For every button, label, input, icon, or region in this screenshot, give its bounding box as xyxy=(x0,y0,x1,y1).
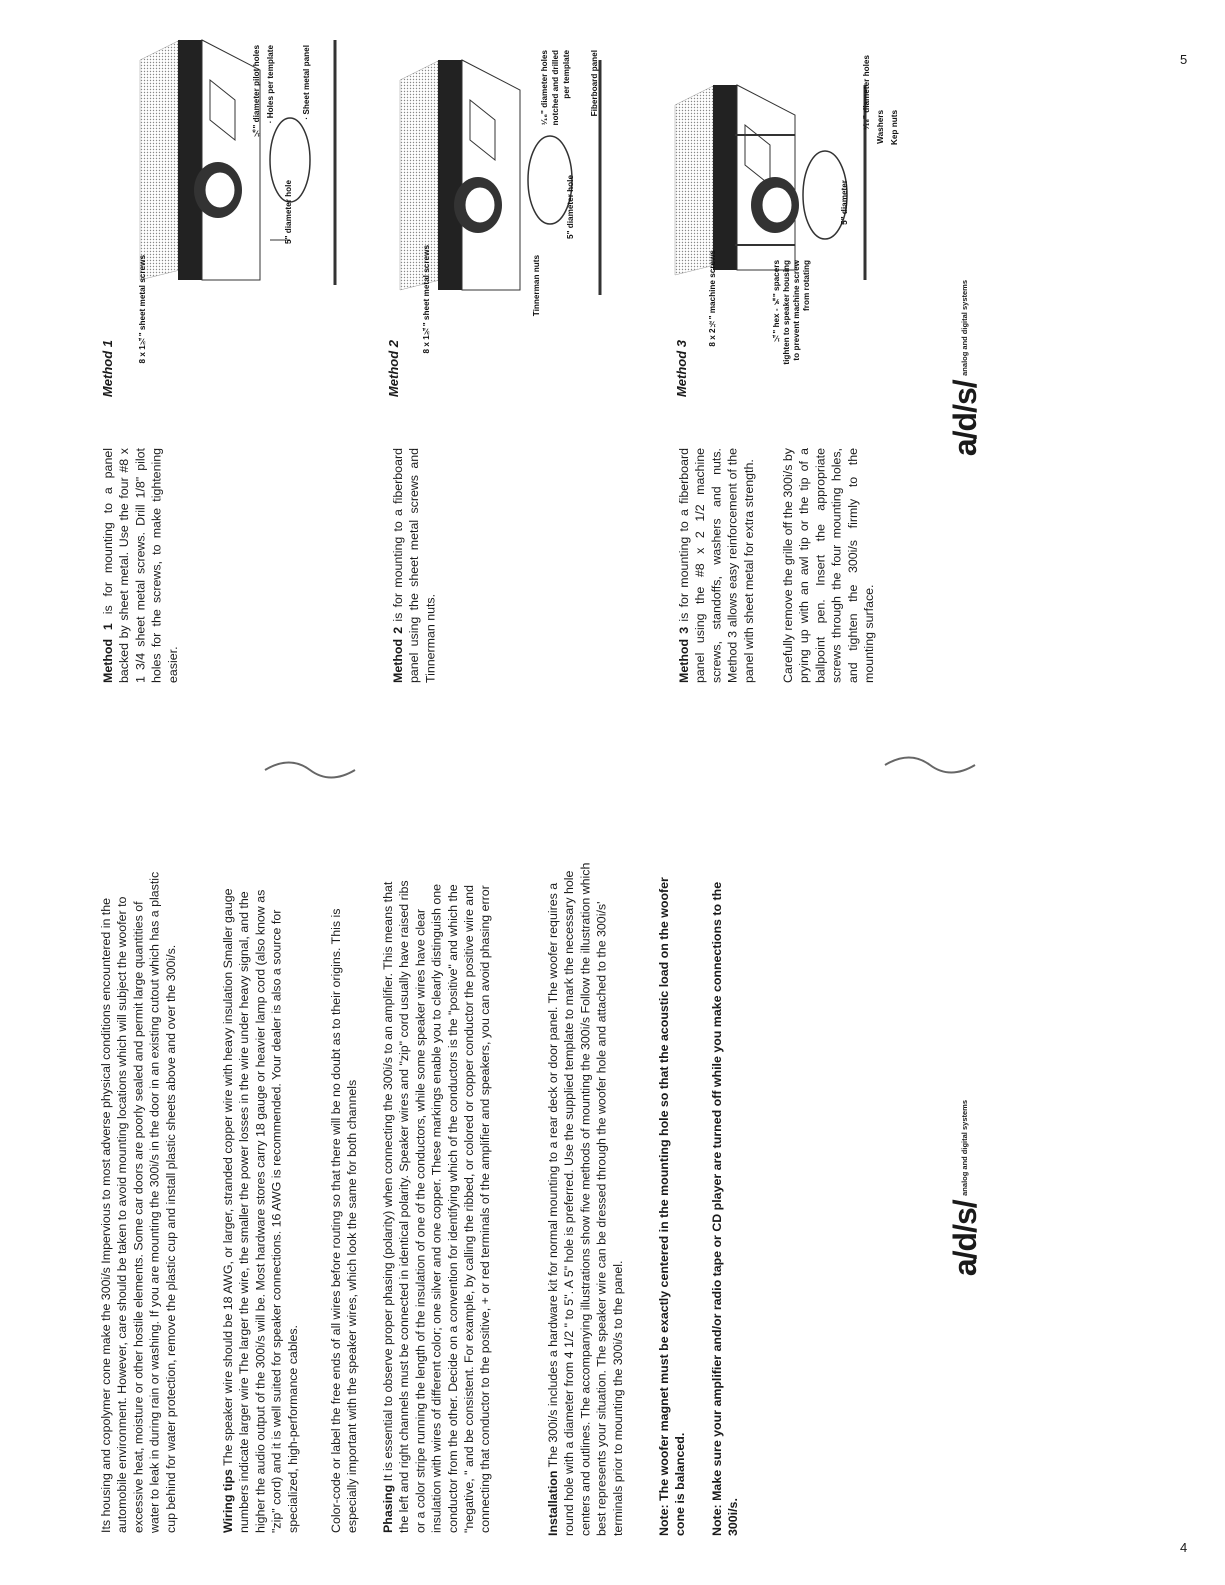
label-m1-pilot: ⅛" diameter pilot holes xyxy=(252,45,261,138)
lead-phasing: Phasing xyxy=(381,1484,395,1533)
page-number-right: 5 xyxy=(1180,52,1188,67)
fold-mark-right xyxy=(880,745,980,785)
label-m3-spacers: ¼" hex - ⅝" spacers xyxy=(772,260,781,343)
paragraph-phasing: Phasing It is essential to observe proper phasing (polarity) when connecting the 300i/s to an amplifier. This means that the left and right channels must be connected in identical polarity. Speaker wires and "zip" cord usually have raised ribs or a color stripe running the length of the insulation of one of the conductors, while some speaker wires have clear insulation with wires of different color; one silver and one copper. These markings enable you to clearly distinguish one conductor from the other. Decide on a convention for identifying which of the conductors is the "positive" and which the "negative, " and be consistent. For example, by calling the ribbed, or colored or copper conductor the positive wire and connecting that conductor to the positive, + or red terminals of the amplifier and speakers, you can avoid phasing error xyxy=(381,880,493,1533)
logo-tagline-right: analog and digital systems xyxy=(960,280,969,376)
method-1-text: Method 1 is for mounting to a panel backed by sheet metal. Use the four #8 x 1 3/4 sheet metal screws. Drill 1/8" pilot holes for the screws, to make tightening easier. xyxy=(101,448,180,683)
label-m2-tinnerman: Tinnerman nuts xyxy=(532,255,541,317)
paragraph-color-code: Color-code or label the free ends of all wires before routing so that there will be no doubt as to their origins. This is especially important with the speaker wires, which look the same for both channels xyxy=(329,908,360,1533)
logo-tagline-left: analog and digital systems xyxy=(960,1100,969,1196)
label-m3-diameter: 5" diameter xyxy=(840,180,849,225)
label-m2-panel: Fiberboard panel xyxy=(590,50,599,117)
note-amplifier-off: Note: Make sure your amplifier and/or radio tape or CD player are turned off while you make connections to the 300i/s. xyxy=(710,881,741,1536)
method-3-title: Method 3 xyxy=(674,340,689,398)
page-number-left: 4 xyxy=(1180,1540,1188,1555)
method-3-text: Method 3 is for mounting to a fiberboard panel using the #8 x 2 1/2 machine screws, standoffs, washers and nuts. Method 3 allows easy reinforcement of the panel with sheet metal for extra strength. xyxy=(677,448,756,683)
label-m2-hole: 5" diameter hole xyxy=(566,175,575,239)
paragraph-environment: Its housing and copolymer cone make the 300i/s Impervious to most adverse physical conditions encountered in the automobile environment. However, care should be taken to avoid mounting locations which will subject the woofer to excessive heat, moisture or other hostile elements. Some car doors are poorly sealed and permit large quantities of water to leak in during rain or washing. If you are mounting the 300i/s in the door in an existing cutout which has a plastic cup behind for water protection, remove the plastic cup and install plastic sheets above and over the 300i/s. xyxy=(99,871,178,1533)
label-m2-notched: notched and drilled xyxy=(551,50,560,126)
ads-logo-left xyxy=(947,1100,983,1277)
paragraph-installation: Installation The 300i/s includes a hardware kit for normal mounting to a rear deck or door panel. The woofer requires a round hole with a diameter from 4 1/2 " to 5". A 5" hole is preferred. Use the supplied template to mark the necessary hole centers and outlines. The accompanying illustrations show five methods of mounting the 300i/s Follow the illustration which best represents your situation. The speaker wire can be dressed through the woofer hole and attached to the 300i/s' terminals prior to mounting the 300i/s to the panel. xyxy=(546,862,625,1536)
method-2-title: Method 2 xyxy=(386,340,401,398)
logo-mark-left: a/d/s/ xyxy=(947,1200,983,1277)
note-woofer-centered: Note: The woofer magnet must be exactly centered in the mounting hole so that the acoustic load on the woofer cone is balanced. xyxy=(657,877,688,1536)
label-m3-screws: 8 x 2½" machine screws xyxy=(708,250,717,347)
label-m3-tighten: tighten to speaker housing xyxy=(782,260,791,365)
method-1-diagram xyxy=(140,40,360,290)
label-m2-screws: 8 x 1¾" sheet metal screws xyxy=(422,245,431,354)
label-m1-hole: 5" diameter hole xyxy=(284,180,293,244)
paragraph-wiring-tips: Wiring tips The speaker wire should be 18 AWG, or larger, stranded copper wire with heavy insulation Smaller gauge numbers indicate larger wire The larger the wire, the smaller the power losses in the wire under heavy signal, and the higher the audio output of the 300i/s will be. Most hardware stores carry 18 gauge or heavier lamp cord (also know as "zip" cord) and it is well suited for speaker connections. 16 AWG is recommended. Your dealer is also a source for specialized, high-performance cables. xyxy=(221,888,300,1533)
label-m2-holes: ¹⁄₁₆" diameter holes xyxy=(540,50,549,126)
lead-wiring-tips: Wiring tips xyxy=(221,1469,235,1533)
label-m3-holes: ³⁄₁₆" diameter holes xyxy=(862,55,871,131)
label-m1-screws: 8 x 1¾" sheet metal screws xyxy=(138,255,147,364)
label-m3-washers: Washers xyxy=(876,110,885,144)
method-2-diagram xyxy=(400,60,620,300)
logo-mark-right: a/d/s/ xyxy=(947,380,983,457)
method-3-instructions: Carefully remove the grille off the 300i/s by prying up with an awl tip or the tip of a ballpoint pen. Insert the appropriate screws through the four mounting holes, and tighten the 300i/s firmly to the mounting surface. xyxy=(781,448,877,683)
fold-mark-left xyxy=(260,750,360,790)
method-1-title: Method 1 xyxy=(100,340,115,398)
label-m1-panel: · Sheet metal panel xyxy=(302,45,311,120)
label-m3-prevent: to prevent machine screw xyxy=(792,260,801,361)
ads-logo-right xyxy=(947,280,983,457)
method-2-text: Method 2 is for mounting to a fiberboard panel using the sheet metal screws and Tinnerman nuts. xyxy=(391,448,438,683)
label-m3-kepnuts: Kep nuts xyxy=(890,110,899,146)
lead-installation: Installation xyxy=(546,1470,560,1536)
label-m3-rotating: from rotating xyxy=(802,260,811,311)
label-m2-template: per template xyxy=(562,50,571,99)
label-m1-template: · Holes per template xyxy=(266,45,275,124)
